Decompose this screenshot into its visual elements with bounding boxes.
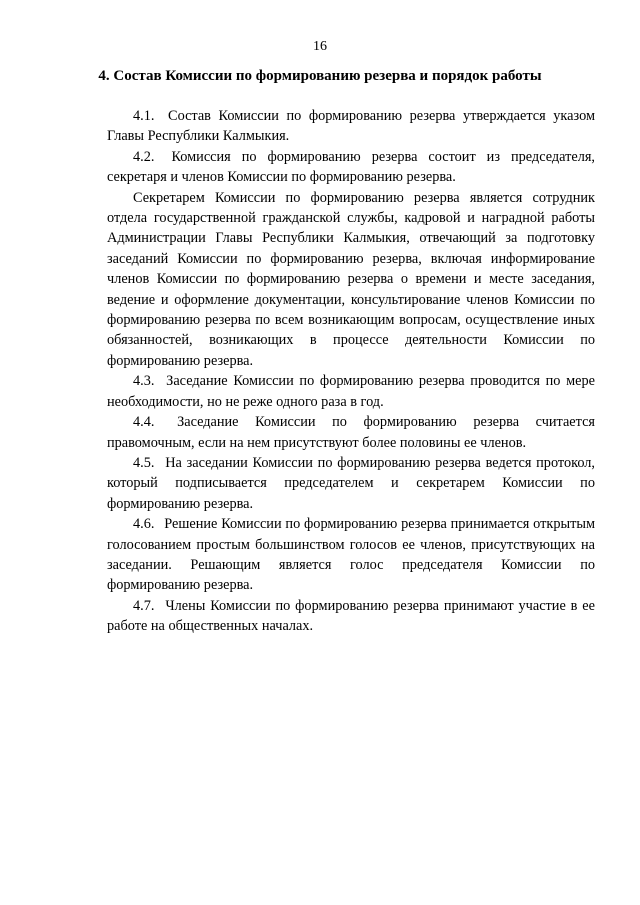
paragraph-secretary <box>107 188 595 372</box>
paragraph-number: 4.4. <box>133 414 155 431</box>
section-title: 4. Состав Комиссии по формированию резерва и порядок работы <box>98 68 542 84</box>
paragraph-text: Члены Комиссии по формированию резерва принимают участие в ее работе на общественных началах. <box>107 597 595 635</box>
paragraph-4-5 <box>107 453 595 514</box>
paragraph-number: 4.7. <box>133 597 155 614</box>
paragraph-text: Состав Комиссии по формированию резерва утверждается указом Главы Республики Калмыкия. <box>107 108 595 145</box>
paragraph-number: 4.5. <box>133 454 155 471</box>
paragraph-text: Секретарем Комиссии по формированию резерва является сотрудник отдела государственной гражданской службы, кадровой и наградной работы Администрации Главы Республики Калмыкия, отвечающий за подготовку заседаний Комиссии по формированию резерва, включая информирование членов Комиссии по формированию резерва о времени и месте заседания, ведение и оформление документации, консультирование членов Комиссии по формированию резерва по всем возникающим вопросам, осуществление иных обязанностей, возникающих в процессе деятельности Комиссии по формированию резерва. <box>107 189 595 369</box>
paragraph-text: Комиссия по формированию резерва состоит из председателя, секретаря и членов Комиссии по формированию резерва. <box>107 148 595 186</box>
paragraph-4-1 <box>107 106 595 147</box>
paragraph-text: На заседании Комиссии по формированию резерва ведется протокол, который подписывается председателем и секретарем Комиссии по формированию резерва. <box>107 454 595 512</box>
paragraph-text: Заседание Комиссии по формированию резерва считается правомочным, если на нем присутствуют более половины ее членов. <box>107 414 596 451</box>
paragraph-number: 4.6. <box>133 516 155 533</box>
paragraph-text: Заседание Комиссии по формированию резерва проводится по мере необходимости, но не реже одного раза в год. <box>107 373 596 410</box>
page-number: 16 <box>313 39 327 54</box>
paragraph-number: 4.2. <box>133 148 155 165</box>
paragraph-number: 4.1. <box>133 108 155 124</box>
paragraph-number: 4.3. <box>133 373 155 390</box>
paragraph-4-4 <box>107 412 595 453</box>
paragraph-4-6 <box>107 514 595 596</box>
paragraph-4-7 <box>107 596 595 637</box>
paragraph-text: Решение Комиссии по формированию резерва принимается открытым голосованием простым большинством голосов ее членов, присутствующих на заседании. Решающим является голос председателя Комиссии по формированию резерва. <box>107 516 595 594</box>
paragraph-4-3 <box>107 371 595 412</box>
paragraph-4-2 <box>107 147 595 188</box>
document-body <box>107 106 595 637</box>
